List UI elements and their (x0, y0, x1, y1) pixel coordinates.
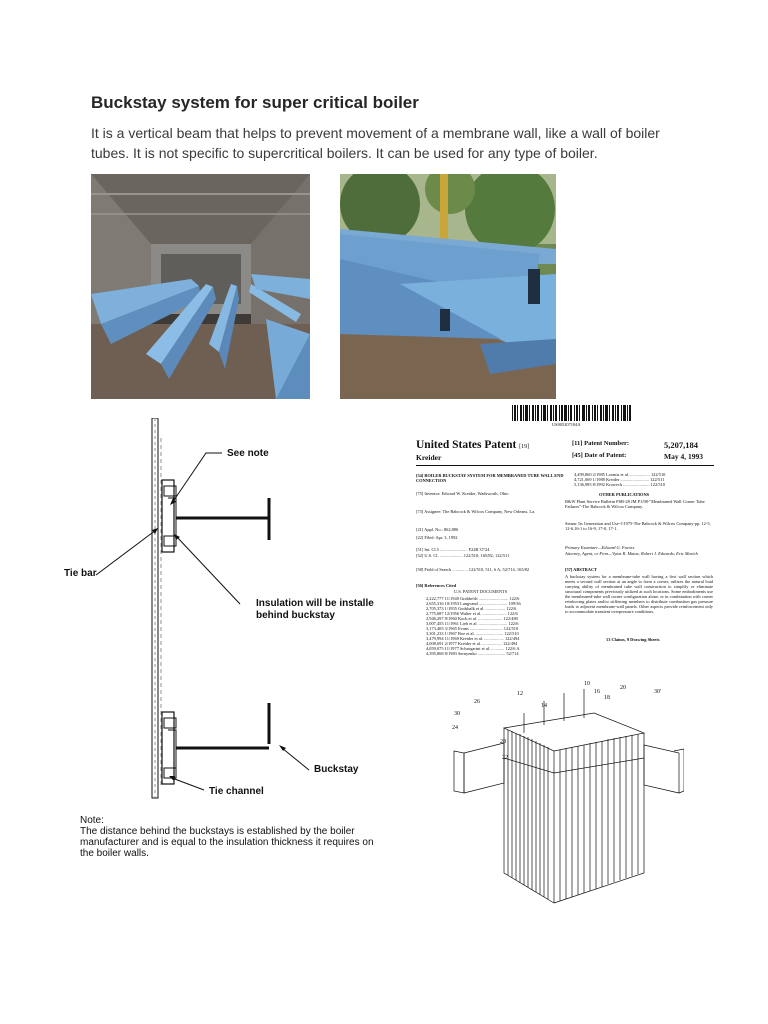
us-doc: 4,395,868 8/1983 Sernyenko ......................... 52/714 (426, 651, 519, 656)
buckstay-diagram (64, 418, 380, 870)
fig-number: 12 (517, 691, 523, 697)
note-heading: Note: (80, 815, 104, 826)
patent-number: 5,207,184 (664, 440, 698, 450)
other-pubs-1: B&W Plant Service Bulletin PSB-28 JM P1/98-"Membraned Wall Corner Tube Failures"-The Babcock & Wilcox Company. (565, 499, 705, 509)
intro-paragraph: It is a vertical beam that helps to prevent movement of a membrane wall, like a wall of boiler tubes. It is not specific to supercritical boilers. It can be used for any type of boiler. (91, 125, 660, 161)
attorney: Attorney, Agent, or Firm—Vytas R. Matas; Robert J. Edwards; Eric Marich (565, 551, 698, 556)
claims-line: 13 Claims, 9 Drawing Sheets (606, 637, 660, 642)
buckstay-label: Buckstay (314, 764, 359, 775)
country-title-text: United States Patent (416, 439, 517, 451)
date-label: [45] Date of Patent: (572, 452, 627, 459)
primary-examiner: Primary Examiner—Edward G. Favors (565, 545, 635, 550)
assignee-field: [73] Assignee: The Babcock & Wilcox Company, New Orleans, La. (416, 509, 536, 514)
patent-document (384, 405, 716, 920)
patent-number-label: [11] Patent Number: (572, 440, 630, 447)
us-doc: 3,301,233 1/1967 Boe et al. ......................... 122/510 (426, 631, 519, 636)
page-title: Buckstay system for super critical boiler (91, 93, 419, 112)
fig-number: 18 (604, 695, 610, 701)
barcode (512, 405, 632, 421)
insulation-label: Insulation will be installe behind buckstay (256, 598, 374, 621)
refs-heading: [56] References Cited (416, 583, 457, 588)
fig-number: 26 (474, 699, 480, 705)
other-pubs-heading: OTHER PUBLICATIONS (599, 492, 650, 497)
us-doc: 3,007,455 11/1961 Lieb et al. .......................... 122/6 (426, 621, 519, 626)
note-text: The distance behind the buckstays is established by the boiler manufacturer and is equal to the insulation thickness it requires on the boiler walls. (80, 826, 374, 859)
fig-number: 30' (654, 689, 662, 695)
intcl-field: [51] Int. Cl.5 ......................... F22B 37/24 (416, 547, 490, 552)
patent-date: May 4, 1993 (664, 452, 703, 461)
right-ref: 4,721,069 1/1988 Kreider .......................... 122/511 (574, 477, 665, 482)
barcode-number: US005207184A (552, 422, 581, 427)
buckstay-workshop-photo (91, 174, 310, 399)
patent-country-title (416, 439, 529, 451)
fig-number: 16 (594, 689, 600, 695)
abstract-text: A buckstay system for a membrane-tube wall having a first wall section which meets a second wall section at an angle to form a corner, utilizes the natural load carrying ability of membraned tube wall construction to simplify or eliminate structural components previously utilized at such locations. Some embodiments use the membraned-tube wall corner configuration alone, or in combination with corner reinforcing plates and/or stiffening members to distribute combustion gas pressure loads to adjacent membrane-wall panels. Other aspects provide reinforcement only to accommodate transient overpressure conditions. (565, 574, 713, 614)
other-pubs-2: Steam: Its Generation and Use-©1975-The Babcock & Wilcox Company-pp. 12-5, 12-6,16-1 to 16-9, 17-0, 17-1. (565, 521, 711, 531)
us-doc: 2,946,297 8/1960 Koch et al. ...................... 122/480 (426, 616, 518, 621)
tie-bar-label: Tie bar (64, 568, 97, 579)
appl-field: [21] Appl. No.: 862,886 (416, 527, 459, 532)
us-docs-heading: U.S. PATENT DOCUMENTS (454, 589, 508, 594)
fig-number: 20 (620, 685, 626, 691)
buckstay-yard-photo (340, 174, 556, 399)
abstract-heading: [57] ABSTRACT (565, 567, 598, 572)
us-doc: 4,008,691 2/1977 Kreider et al. .................. 122/494 (426, 641, 518, 646)
us-doc: 2,775,687 12/1956 Walter et al. ...................... 122/6 (426, 611, 518, 616)
fig-number: 24 (452, 725, 458, 731)
inventor-short: Kreider (416, 453, 442, 462)
filed-field: [22] Filed: Apr. 3, 1992 (416, 535, 458, 540)
fig-number: 10 (584, 681, 590, 687)
diagram-note (80, 815, 380, 859)
patent-drawing (444, 673, 684, 918)
right-ref: 5,136,985 8/1992 Krowech ........................ 122/510 (574, 482, 665, 487)
search-field: [58] Field of Search .............. 122/510, 511, 6 A; 52/714, 165/82 (416, 567, 530, 572)
country-ref: [19] (519, 444, 530, 450)
us-doc: 3,173,405 3/1965 Evans .............................. 122/510 (426, 626, 519, 631)
fig-number: 28 (500, 739, 506, 745)
us-docs-list (426, 596, 521, 656)
header-rule (416, 465, 714, 466)
fig-number: 14 (541, 703, 547, 709)
right-refs-list (574, 472, 665, 487)
fig-number: 22 (502, 755, 508, 761)
us-doc: 2,655,316 10/1953 Langvand .......................... 109/36 (426, 601, 521, 606)
us-doc: 2,705,373 1/1955 Godshalk et al. .................. 122/6 (426, 606, 517, 611)
title-field: [54] BOILER BUCKSTAY SYSTEM FOR MEMBRANED TUBE WALL END CONNECTION (416, 473, 564, 483)
us-doc: 2,222,777 11/1940 Grabbe/di ........................... 122/6 (426, 596, 520, 601)
fig-number: 30 (454, 711, 460, 717)
tie-channel-label: Tie channel (209, 786, 264, 797)
right-ref: 4,499,860 2/1985 Loomis et al. .................. 122/510 (574, 472, 666, 477)
uscl-field: [52] U.S. Cl. ..................... 122/510; 165/82; 122/511 (416, 553, 510, 558)
us-doc: 3,479,994 11/1969 Kreider et al. .................. 122/494 (426, 636, 520, 641)
see-note-label: See note (227, 448, 269, 459)
us-doc: 4,059,075 11/1977 Schrogartni et al. ............ 122/6 A (426, 646, 520, 651)
inventor-field: [75] Inventor: Edward W. Kreider, Wadsworth, Ohio (416, 491, 509, 496)
